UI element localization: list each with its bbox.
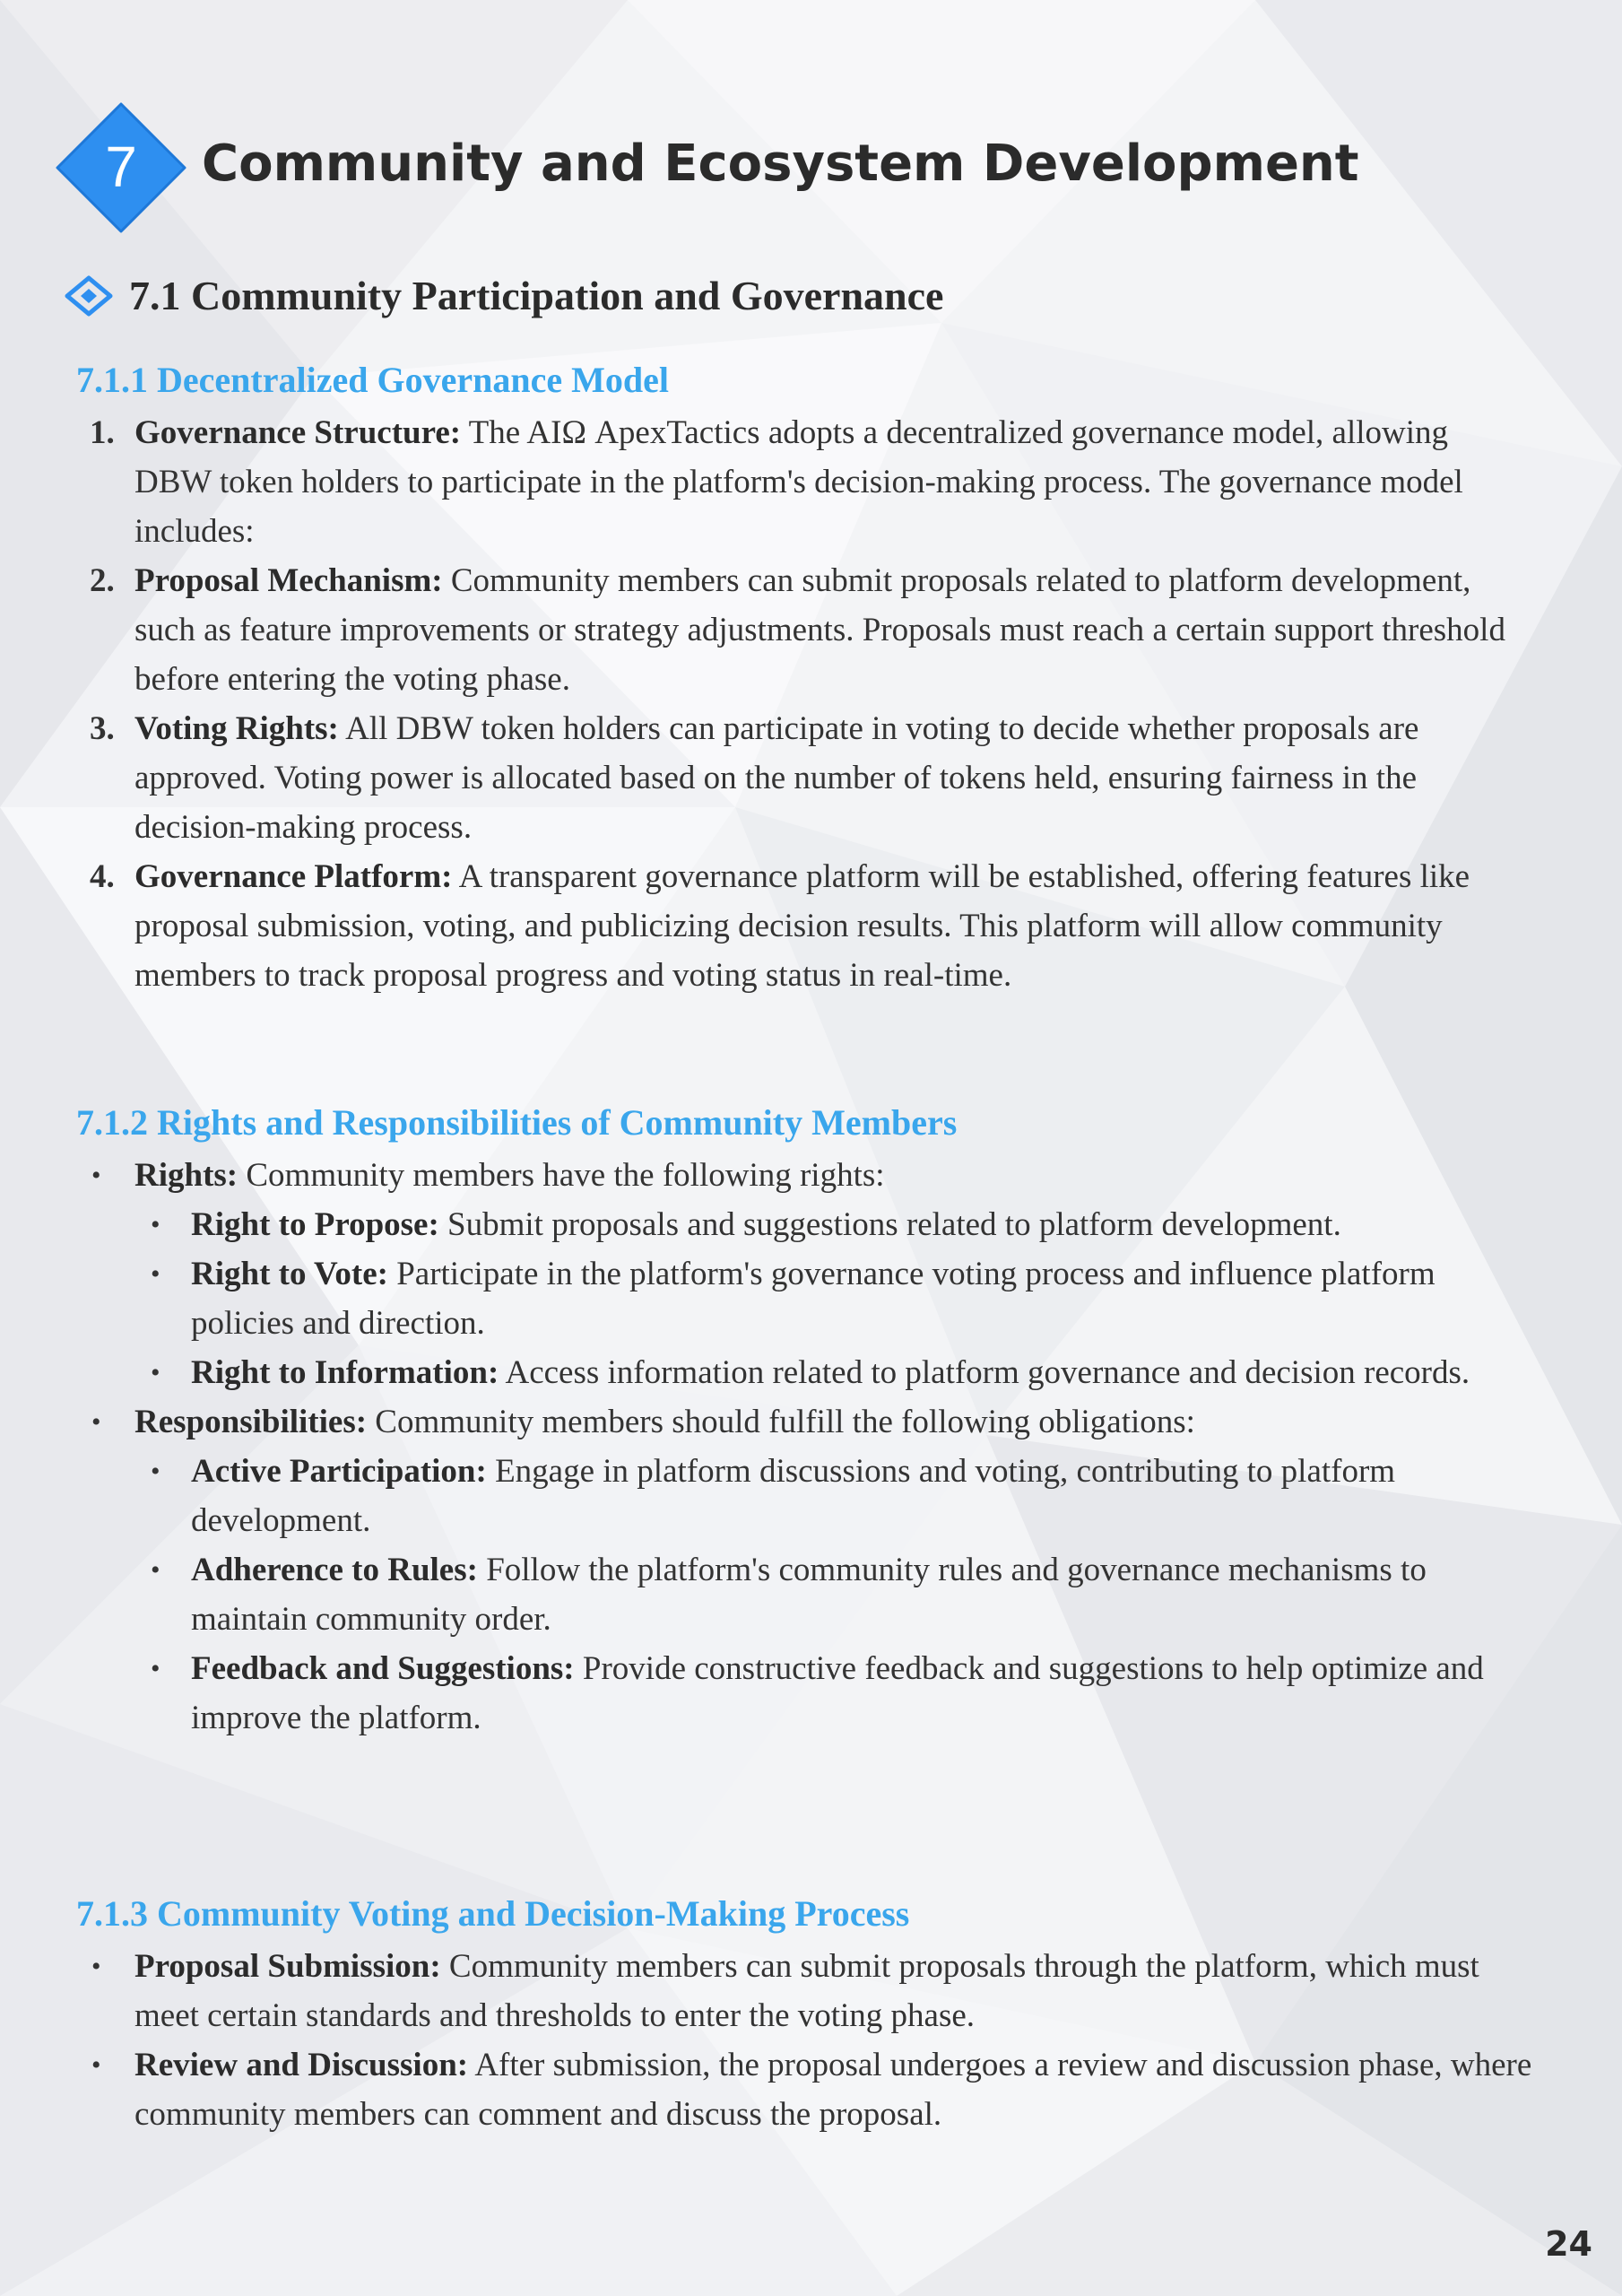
bullet-icon: • <box>91 1161 101 1190</box>
rights-sublist <box>134 1200 1532 1397</box>
governance-model-list <box>0 408 1622 1000</box>
diamond-eye-icon <box>65 275 113 317</box>
bullet-icon: • <box>151 1358 160 1387</box>
rights-responsibilities-list <box>0 1151 1622 1743</box>
bullet-icon: • <box>151 1555 160 1585</box>
subsection-heading-1: 7.1.1 Decentralized Governance Model <box>76 360 669 400</box>
subsection-heading-2: 7.1.2 Rights and Responsibilities of Community Members <box>76 1102 958 1143</box>
list-item: • Right to Information: Access information related to platform governance and decision records. <box>134 1348 1532 1397</box>
bullet-icon: • <box>151 1210 160 1239</box>
chapter-header <box>54 100 1578 235</box>
section-header <box>65 265 1499 327</box>
chapter-title: Community and Ecosystem Development <box>202 135 1359 193</box>
bullet-icon: • <box>151 1457 160 1486</box>
section-title: 7.1 Community Participation and Governance <box>129 273 944 318</box>
bullet-icon: • <box>151 1259 160 1289</box>
list-item: 1. Governance Structure: The AIΩ ApexTactics adopts a decentralized governance model, allowing DBW token holders to participate in the platform's decision-making process. The governance model includes: <box>90 414 1463 550</box>
page-number: 24 <box>1545 2224 1592 2264</box>
voting-process-list <box>0 1942 1622 2139</box>
bullet-icon: • <box>151 1654 160 1683</box>
list-item: 4. Governance Platform: A transparent governance platform will be established, offering features like proposal submission, voting, and publicizing decision results. This platform will allow community members to track proposal progress and voting status in real-time. <box>90 858 1470 994</box>
list-item: • Right to Propose: Submit proposals and suggestions related to platform development. <box>134 1200 1532 1249</box>
list-item: • Feedback and Suggestions: Provide constructive feedback and suggestions to help optimize and improve the platform. <box>134 1644 1532 1743</box>
bullet-icon: • <box>91 1952 101 1981</box>
list-item: 3. Voting Rights: All DBW token holders can participate in voting to decide whether proposals are approved. Voting power is allocated based on the number of tokens held, ensuring fairness in the decision-making process. <box>90 710 1419 846</box>
list-item: • Active Participation: Engage in platform discussions and voting, contributing to platform development. <box>134 1447 1532 1545</box>
responsibilities-sublist <box>134 1447 1532 1743</box>
list-item-rights: • Rights: Community members have the following rights: • Right to Propose: Submit proposals and suggestions related to platform development. • Right to Vote: Participate in the platform's governance voting process and influence platform policies and direction. • Right to Information: Access information related to platform governance and decision records. <box>0 1151 1622 1397</box>
chapter-number: 7 <box>105 135 137 199</box>
list-item: • Proposal Submission: Community members can submit proposals through the platform, which must meet certain standards and thresholds to enter the voting phase. <box>0 1942 1622 2040</box>
bullet-icon: • <box>91 2050 101 2080</box>
chapter-number-diamond-icon <box>54 100 188 235</box>
list-item: • Right to Vote: Participate in the platform's governance voting process and influence platform policies and direction. <box>134 1249 1532 1348</box>
list-item-responsibilities: • Responsibilities: Community members should fulfill the following obligations: • Active Participation: Engage in platform discussions and voting, contributing to platform development. • Adherence to Rules: Follow the platform's community rules and governance mechanisms to maintain community order. • Feedback and Suggestions: Provide constructive feedback and suggestions to help optimize and improve the platform. <box>0 1397 1622 1743</box>
subsection-heading-3: 7.1.3 Community Voting and Decision-Making Process <box>76 1893 910 1934</box>
bullet-icon: • <box>91 1407 101 1437</box>
list-item: • Adherence to Rules: Follow the platform's community rules and governance mechanisms to maintain community order. <box>134 1545 1532 1644</box>
list-item: • Review and Discussion: After submission, the proposal undergoes a review and discussion phase, where community members can comment and discuss the proposal. <box>0 2040 1622 2139</box>
list-item: 2. Proposal Mechanism: Community members can submit proposals related to platform development, such as feature improvements or strategy adjustments. Proposals must reach a certain support threshold before entering the voting phase. <box>90 562 1505 698</box>
